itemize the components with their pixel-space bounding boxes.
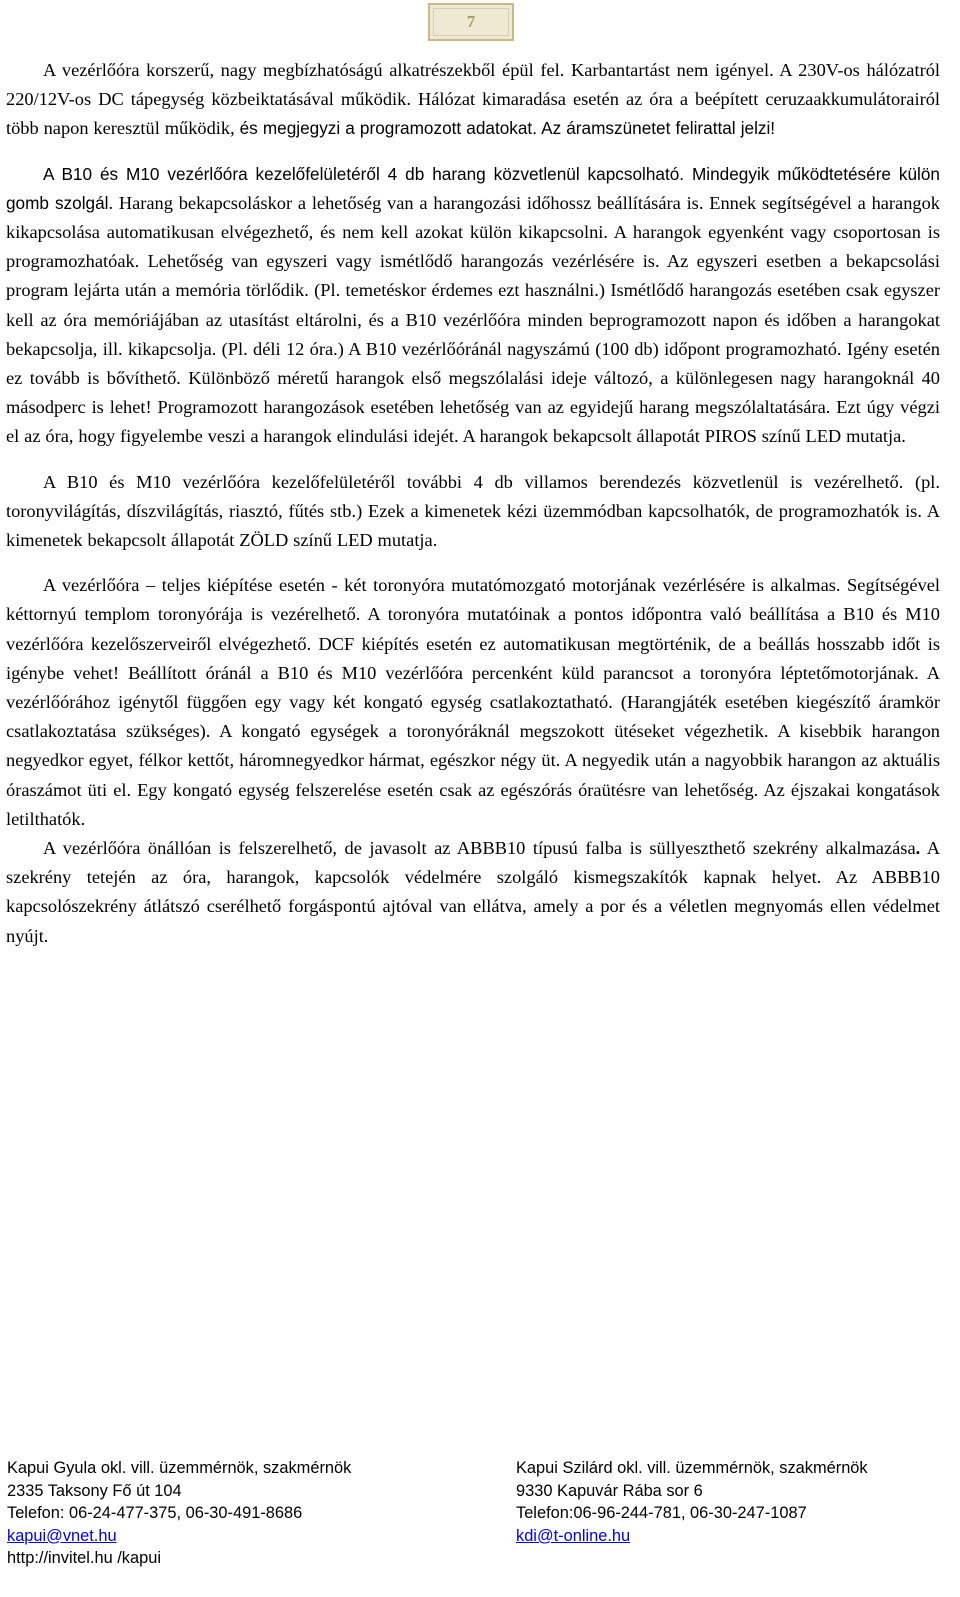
- text-run: és megjegyzi a programozott adatokat. Az áramszünetet felirattal jelzi!: [239, 118, 776, 139]
- page-number: 7: [466, 12, 476, 31]
- contact-right: [516, 1457, 946, 1547]
- contact-phone: Telefon: 06-24-477-375, 06-30-491-8686: [7, 1504, 303, 1522]
- contact-email-link[interactable]: kdi@t-online.hu: [516, 1526, 631, 1545]
- text-run: A B10 és M10 vezérlőóra kezelőfelületéről 4 db harang közvetlenül kapcsolható. Mindegyik működtetésére külön gomb szolgál: [6, 163, 940, 213]
- text-run: . Harang bekapcsoláskor a lehetőség van a harangozási időhossz beállítására is. Ennek segítségével a harangok kikapcsolása automatikusan elvégezhető, és nem kell azokat külön kikapcsolni. A harangok egyenként vagy csoportosan is programozhatóak. Lehetőség van egyszeri vagy ismétlődő harangozás vezérlésére is. Az egyszeri esetben a bekapcsolási program lejárta után a memória törlődik. (Pl. temetéskor érdemes ezt használni.) Ismétlődő harangozás esetében csak egyszer kell az óra memóriájában az utasítást eltárolni, és a B10 vezérlőóra minden beprogramozott napon és időben a harangokat bekapcsolja, ill. kikapcsolja. (Pl. déli 12 óra.) A B10 vezérlőóránál nagyszámú (100 db) időpont programozható. Igény esetén ez tovább is bővíthető. Különböző méretű harangok első megszólalási ideje változó, a különlegesen nagy harangoknál 40 másodperc is lehet! Programozott harangozások esetében lehetőség van az egyidejű harang megszólaltatására. Ezt úgy végzi el az óra, hogy figyelembe veszi a harangok elindulási idejét. A harangok bekapcsolt állapotát PIROS színű LED mutatja.: [6, 192, 940, 447]
- text-run: A B10 és M10 vezérlőóra kezelőfelületéről további 4 db villamos berendezés közvetlenül is vezérelhető. (pl. toronyvilágítás, díszvilágítás, riasztó, fűtés stb.) Ezek a kimenetek kézi üzemmódban kapcsolhatók, de programozhatók is. A kimenetek bekapcsolt állapotát ZÖLD színű LED mutatja.: [6, 471, 940, 551]
- paragraph-2: [6, 160, 940, 452]
- paragraph-5: [6, 834, 940, 951]
- contact-name: Kapui Szilárd okl. vill. üzemmérnök, szakmérnök: [516, 1459, 868, 1477]
- text-run: A vezérlőóra korszerű, nagy megbízhatóságú alkatrészekből épül fel. Karbantartást nem igényel. A 230V-os hálózatról 220/12V-os DC tápegység közbeiktatásával működik. Hálózat kimaradása esetén az óra a beépített ceruzaakkumulátorairól több napon keresztül működik,: [6, 60, 940, 139]
- contact-email-link[interactable]: kapui@vnet.hu: [7, 1526, 117, 1545]
- paragraph-3: [6, 468, 940, 556]
- contact-website: http://invitel.hu /kapui: [7, 1549, 161, 1567]
- contact-left: [7, 1457, 507, 1570]
- contact-address: 9330 Kapuvár Rába sor 6: [516, 1481, 703, 1500]
- paragraph-4: [6, 571, 940, 834]
- text-run: A vezérlőóra – teljes kiépítése esetén - két toronyóra mutatómozgató motorjának vezérlésére is alkalmas. Segítségével kéttornyú templom toronyórája is vezérelhető. A toronyóra mutatóinak a pontos időpontra való beállítása a B10 és M10 vezérlőóra kezelőszerveiről elvégezhető. DCF kiépítés esetén ez automatikusan megtörténik, de a beállás hosszabb időt is igénybe vehet! Beállított óránál a B10 és M10 vezérlőóra percenként küld parancsot a toronyóra léptetőmotorjának. A vezérlőórához igénytől függően egy vagy két kongató egység csatlakoztatható. (Harangjáték esetében kiegészítő áramkör csatlakoztatása szükséges). A kongató egységek a toronyóráknál megszokott ütéseket végezhetik. A kisebbik harangon negyedkor egyet, félkor kettőt, háromnegyedkor hármat, egészkor négy üt. A negyedik után a nagyobbik harangon az aktuális óraszámot üti el. Egy kongató egység felszerelése esetén csak az egészórás óraütésre van lehetőség. Az éjszakai kongatások letilthatók.: [6, 575, 940, 829]
- document-body: [6, 56, 940, 951]
- contact-phone: Telefon:06-96-244-781, 06-30-247-1087: [516, 1504, 807, 1522]
- page-number-badge: [428, 3, 514, 41]
- text-run: A vezérlőóra önállóan is felszerelhető, de javasolt az ABBB10 típusú falba is süllyeszthető szekrény alkalmazása: [43, 838, 916, 859]
- contact-name: Kapui Gyula okl. vill. üzemmérnök, szakmérnök: [7, 1459, 352, 1477]
- paragraph-1: [6, 56, 940, 144]
- contact-address: 2335 Taksony Fő út 104: [7, 1481, 182, 1500]
- text-run: A szekrény tetején az óra, harangok, kapcsolók védelmére szolgáló kismegszakítók kapnak helyet. Az ABBB10 kapcsolószekrény átlátszó cserélhető forgáspontú ajtóval van ellátva, amely a por és a véletlen megnyomás ellen védelmet nyújt.: [6, 838, 940, 946]
- text-run: .: [915, 838, 921, 859]
